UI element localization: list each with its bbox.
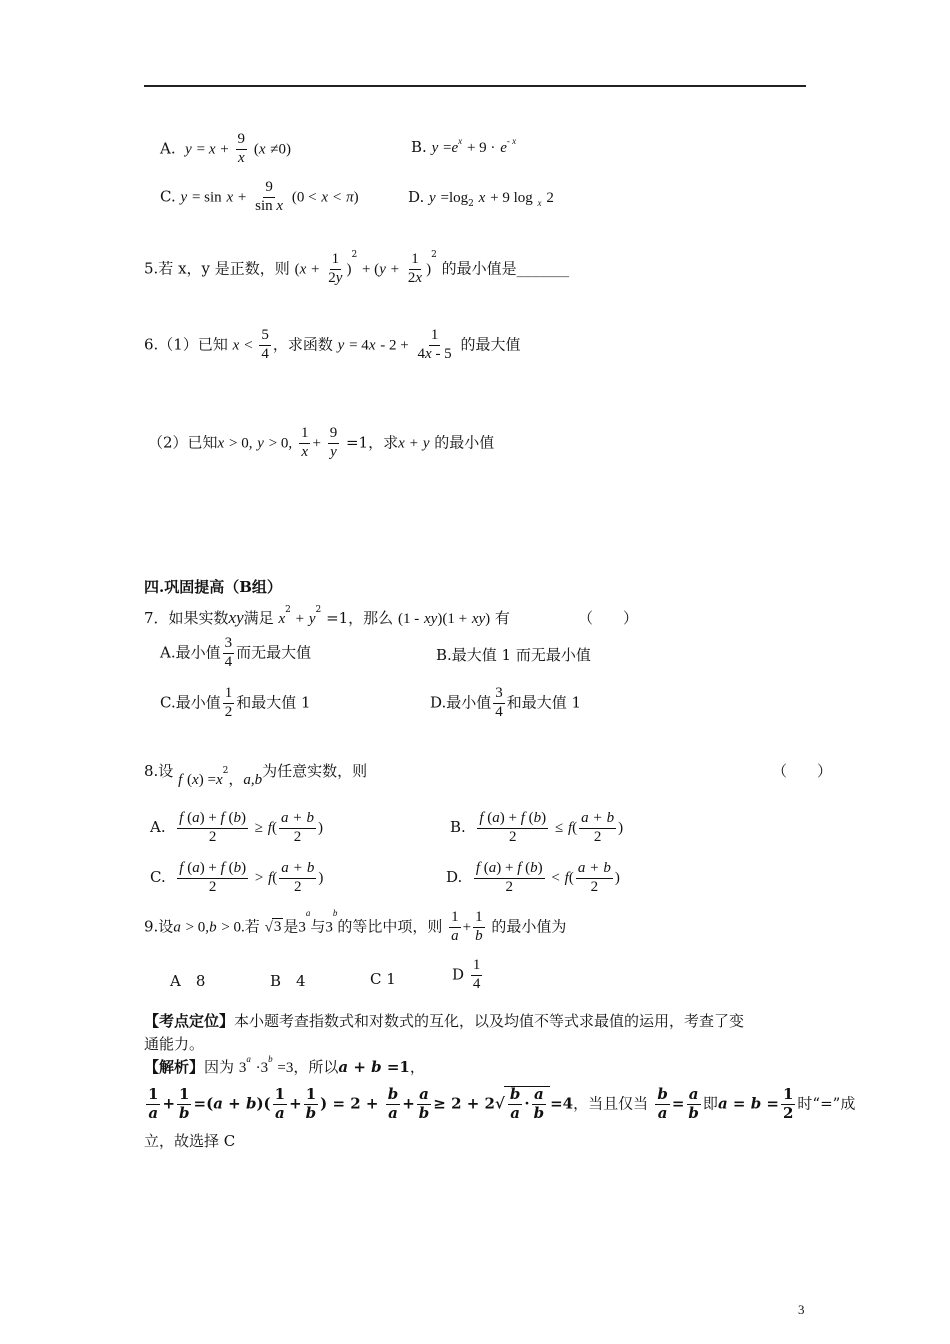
q8-option-a: A. $\frac{f (a) + f (b)}{2}$ ≥ f( $\frac{a + b}{2}$ )	[150, 810, 323, 845]
q8-option-b: B. $\frac{f (a) + f (b)}{2}$ ≤ f( $\frac{a + b}{2}$ )	[450, 810, 624, 845]
jiexi-conclusion: 立，故选择 C	[144, 1132, 236, 1150]
q7-stem: 7．如果实数xy满足 $x^2 + y^2 =1$，那么 (1 - xy)(1 + xy) 有	[144, 605, 510, 627]
q8-option-c: C. $\frac{f (a) + f (b)}{2}$ > f( $\frac{a + b}{2}$ )	[150, 860, 324, 895]
q7-option-d: D.最小值 $\frac{3}{4}$ 和最大值 1	[430, 685, 582, 720]
q7-option-b: B.最大值 1 而无最小值	[436, 646, 591, 664]
q5-stem: 5.若 x，y 是正数，则 (x + $\frac{1}{2y}$ )$^2$ + (y + $\frac{1}{2x}$ )$^2$ 的最小值是_______	[144, 250, 570, 286]
q6-part1: 6.（1）已知 x < $\frac{5}{4}$ ，求函数 y = 4x - 2 + $\frac{1}{4x - 5}$ 的最大值	[144, 327, 521, 362]
q6-part2: （2）已知x > 0, y > 0, $\frac{1}{x}$ + $\frac{9}{y}$ =1，求x + y 的最小值	[148, 425, 495, 460]
kaodian-line: 【考点定位】本小题考查指数式和对数式的互化，以及均值不等式求最值的运用，考查了变	[144, 1012, 745, 1030]
kaodian-line-2: 通能力。	[144, 1035, 205, 1053]
q4-option-d: D. $y =\log_2$ x + 9 log $_x$ 2	[408, 188, 554, 209]
q8-option-d: D. $\frac{f (a) + f (b)}{2}$ < f( $\frac{a + b}{2}$ )	[446, 860, 620, 895]
page-number: 3	[798, 1302, 805, 1317]
q7-option-a: A.最小值 $\frac{3}{4}$ 而无最大值	[160, 635, 312, 670]
jiexi-line: 【解析】因为 $3^a \cdot 3^b =3$，所以a + b =1，	[144, 1054, 425, 1076]
q7-answer-paren: （ ）	[578, 609, 639, 627]
q4-option-c: C. y = sin x + $\frac{9}{\text{sin x}}$ (0 < x < π)	[160, 179, 359, 214]
q4-option-b: B. $y =e^x + 9 \cdot e^{- x}$	[411, 136, 517, 156]
q9-stem: 9.设a > 0,b > 0.若 √3 是3$^a$与3$^b$的等比中项，则 $\frac{1}{a}$ + $\frac{1}{b}$ 的最小值为	[144, 908, 567, 944]
q8-answer-paren: （ ）	[772, 762, 833, 780]
q9-option-d: D $\frac{1}{4}$	[452, 957, 481, 992]
q9-option-a: A 8	[170, 972, 206, 990]
q4-option-a: A. y = x + $\frac{9}{x}$ (x ≠0)	[160, 131, 291, 166]
header-rule	[144, 85, 806, 87]
q8-stem: 8.设 f $(x) =x^2$，a,b为任意实数，则	[144, 762, 368, 788]
jiexi-derivation: $\frac{1}{a}$ + $\frac{1}{b}$ =(a + b)( $\frac{1}{a}$ + $\frac{1}{b}$ ) = 2 + $\frac{b}{a}$ + $\frac{a}{b}$ ≥ 2 + 2√ $\frac{b}{a}$ · $\frac{a}{b}$ =4，当且仅当 $\frac{b}{a}$ = $\frac{a}{b}$ 即a = b = $\frac{1}{2}$ 时“=”成	[148, 1085, 856, 1122]
section-title: 四.巩固提高（B组）	[144, 578, 282, 596]
q9-option-b: B 4	[270, 972, 306, 990]
q9-option-c: C 1	[370, 970, 396, 988]
q7-option-c: C.最小值 $\frac{1}{2}$ 和最大值 1	[160, 685, 311, 720]
